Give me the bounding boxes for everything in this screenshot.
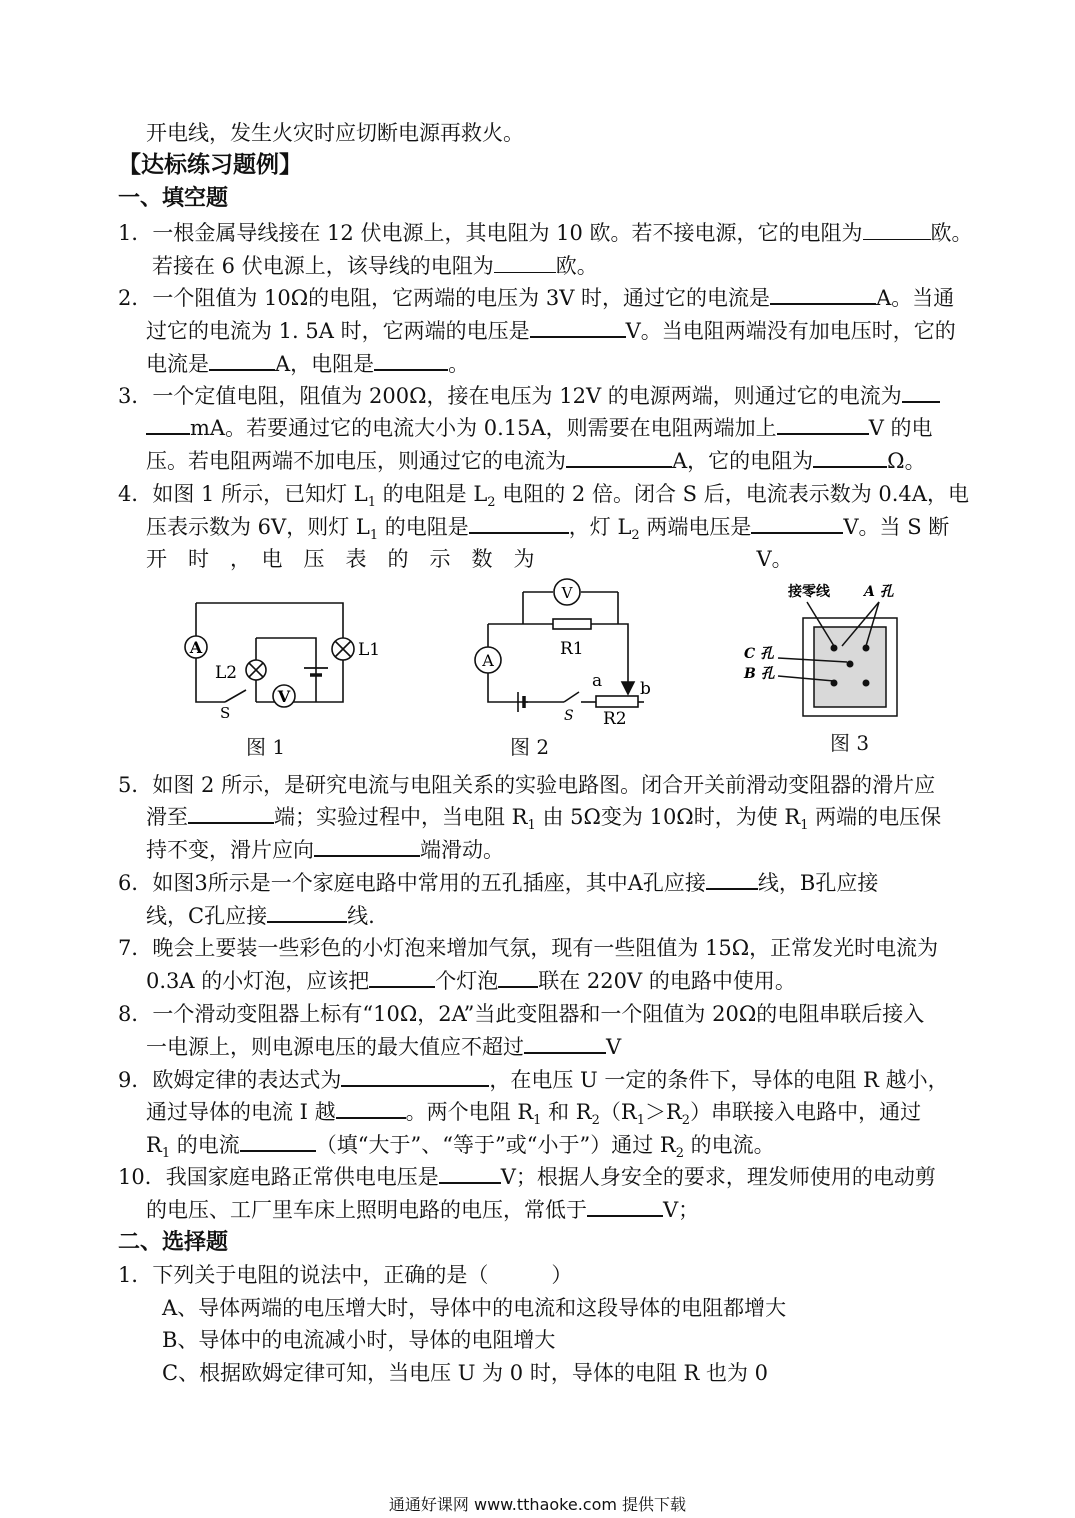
- q3-line2: mA。若要通过它的电流大小为 0.15A，则需要在电阻两端加上 V 的电: [146, 413, 933, 443]
- q2-line1: 2．一个阻值为 10Ω的电阻，它两端的电压为 3V 时，通过它的电流是 A。当通: [118, 283, 954, 313]
- answer-blank[interactable]: [777, 413, 869, 435]
- choice-option-a[interactable]: A、导体两端的电压增大时，导体中的电流和这段导体的电阻都增大: [162, 1296, 787, 1320]
- q7-line2: 0.3A 的小灯泡，应该把 个灯泡 联在 220V 的电路中使用。: [146, 966, 796, 996]
- q9-line1: 9．欧姆定律的表达式为 ，在电压 U 一定的条件下，导体的电阻 R 越小，: [118, 1065, 949, 1095]
- answer-blank[interactable]: [439, 1162, 501, 1184]
- figure-1-caption: 图 1: [246, 735, 286, 759]
- fig3-holeA-label: A 孔: [864, 584, 894, 600]
- q5-line3: 持不变，滑片应向 端滑动。: [146, 835, 504, 865]
- fig2-ammeter-label: A: [482, 651, 494, 670]
- q2-line2: 过它的电流为 1. 5A 时，它两端的电压是 V。当电阻两端没有加电压时，它的: [146, 316, 956, 346]
- figure-3-caption: 图 3: [830, 731, 870, 755]
- answer-blank[interactable]: [524, 1032, 606, 1054]
- fig2-a-label: a: [592, 671, 603, 691]
- answer-blank[interactable]: [146, 413, 190, 435]
- q7-line1: 7．晚会上要装一些彩色的小灯泡来增加气氛，现有一些阻值为 15Ω，正常发光时电流为: [118, 936, 939, 960]
- answer-blank[interactable]: [469, 512, 569, 534]
- part1-title: 一、填空题: [118, 186, 229, 211]
- fig2-r2-label: R2: [603, 709, 627, 729]
- answer-blank[interactable]: [240, 1130, 316, 1152]
- q6-line2: 线，C孔应接 线.: [146, 901, 375, 931]
- fig1-lamp2-label: L2: [215, 663, 238, 683]
- answer-blank[interactable]: [188, 802, 274, 824]
- answer-blank[interactable]: [267, 901, 347, 923]
- figure-3-socket: [740, 580, 908, 722]
- q10-line2: 的电压、工厂里车床上照明电路的电压，常低于 V；: [146, 1195, 699, 1225]
- q4-line2: 压表示数为 6V，则灯 $L_1$ 的电阻是 ，灯 $L_2$ 两端电压是 V。当 S 断: [146, 512, 949, 551]
- answer-blank[interactable]: [314, 835, 420, 857]
- answer-blank[interactable]: [587, 1195, 663, 1217]
- answer-blank[interactable]: [751, 512, 843, 534]
- part2-title: 二、选择题: [118, 1230, 229, 1255]
- fig1-voltmeter-label: V: [277, 687, 291, 706]
- answer-blank[interactable]: [530, 316, 626, 338]
- q8-line2: 一电源上，则电源电压的最大值应不超过 V: [146, 1032, 621, 1062]
- q1-line2: 若接在 6 伏电源上，该导线的电阻为 欧。: [152, 254, 598, 278]
- fig1-lamp1-label: L1: [358, 640, 381, 660]
- choice-q1-stem: 1．下列关于电阻的说法中，正确的是（ ）: [118, 1263, 573, 1287]
- fig3-holeB-label: B 孔: [744, 666, 775, 682]
- q8-line1: 8．一个滑动变阻器上标有“10Ω，2A”当此变阻器和一个阻值为 20Ω的电阻串联后接入: [118, 1002, 925, 1026]
- fig3-neutral-label: 接零线: [788, 584, 830, 600]
- answer-blank[interactable]: [341, 1065, 489, 1087]
- page-footer: 通通好课网 www.tthaoke.com 提供下载: [388, 1495, 687, 1514]
- answer-blank[interactable]: [336, 1097, 406, 1119]
- fig1-ammeter-label: A: [189, 638, 203, 657]
- fig1-switch-label: S: [220, 704, 231, 722]
- q9-line2: 通过导体的电流 I 越 。两个电阻 $R_1$ 和 $R_2(R_1>R_2)$串联接入电路中，通过: [146, 1097, 921, 1136]
- fig3-holeC-label: C 孔: [744, 646, 775, 662]
- q3-line3: 压。若电阻两端不加电压，则通过它的电流为 A，它的电阻为 Ω。: [146, 446, 926, 476]
- answer-blank[interactable]: [369, 966, 435, 988]
- answer-blank[interactable]: [498, 966, 538, 988]
- q10-line1: 10．我国家庭电路正常供电电压是 V；根据人身安全的要求，理发师使用的电动剪: [118, 1162, 936, 1192]
- answer-blank[interactable]: [374, 349, 448, 371]
- section-title: 【达标练习题例】: [118, 152, 302, 178]
- choice-option-b[interactable]: B、导体中的电流减小时，导体的电阻增大: [162, 1328, 556, 1352]
- fig2-b-label: b: [640, 679, 651, 699]
- q3-line1: 3．一个定值电阻，阻值为 200Ω，接在电压为 12V 的电源两端，则通过它的电流为: [118, 381, 940, 411]
- answer-blank[interactable]: [863, 219, 931, 240]
- q4-line1: 4．如图 1 所示，已知灯 $L_1$ 的电阻是 $L_2$ 电阻的 2 倍。闭合 S 后，电流表示数为 0.4A，电: [118, 482, 969, 511]
- figure-1-circuit: [178, 598, 381, 722]
- fig2-r1-label: R1: [560, 639, 584, 659]
- q5-line2: 滑至 端；实验过程中，当电阻 $R_1$ 由 5Ω变为 10Ω时，为使 $R_1$ 两端的电压保: [146, 802, 941, 841]
- answer-blank[interactable]: [494, 252, 556, 273]
- choice-option-c[interactable]: C、根据欧姆定律可知，当电压 U 为 0 时，导体的电阻 R 也为 0: [162, 1361, 769, 1385]
- q4-line3: 开 时 ， 电 压 表 的 示 数 为 V。: [146, 547, 793, 571]
- q6-line1: 6．如图3所示是一个家庭电路中常用的五孔插座，其中A孔应接 线，B孔应接: [118, 868, 878, 898]
- fig2-switch-label: S: [564, 708, 574, 724]
- answer-blank[interactable]: [902, 381, 940, 403]
- q5-line1: 5．如图 2 所示，是研究电流与电阻关系的实验电路图。闭合开关前滑动变阻器的滑片应: [118, 773, 936, 797]
- figure-2-circuit: [468, 578, 668, 729]
- answer-blank[interactable]: [813, 446, 887, 468]
- answer-blank[interactable]: [770, 283, 876, 305]
- q1-line1: 1．一根金属导线接在 12 伏电源上，其电阻为 10 欧。若不接电源，它的电阻为 欧。: [118, 221, 973, 245]
- figure-2-caption: 图 2: [510, 735, 550, 759]
- answer-blank[interactable]: [566, 446, 672, 468]
- fig2-voltmeter-label: V: [561, 584, 573, 602]
- answer-blank[interactable]: [209, 349, 275, 371]
- answer-blank[interactable]: [706, 868, 758, 890]
- q9-line3: $R_1$ 的电流 （填“大于”、“等于”或“小于”）通过 $R_2$ 的电流。: [146, 1130, 775, 1169]
- intro-tail: 开电线，发生火灾时应切断电源再救火。: [146, 121, 524, 145]
- q2-line3: 电流是 A，电阻是 。: [146, 349, 469, 379]
